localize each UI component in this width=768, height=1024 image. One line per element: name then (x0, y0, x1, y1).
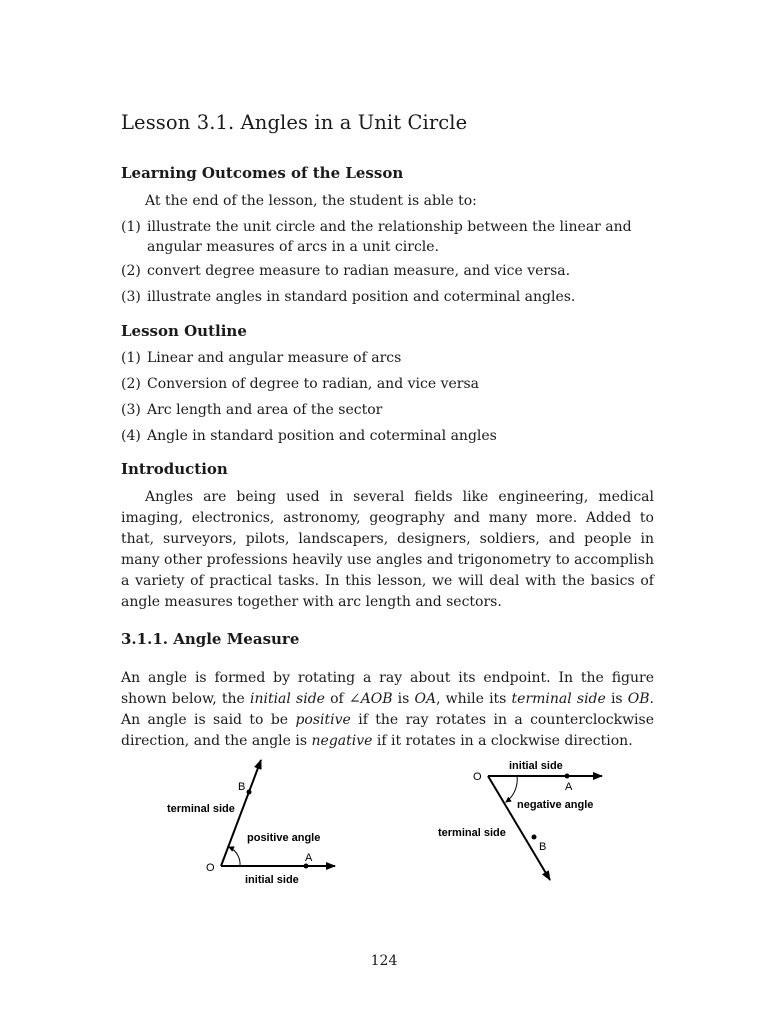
negative-angle-figure (438, 760, 602, 880)
angle-measure-paragraph (121, 668, 654, 752)
point-b-label: B (238, 781, 246, 793)
outline-item (121, 374, 661, 394)
outcome-text: convert degree measure to radian measure, and vice versa. (147, 263, 571, 279)
introduction-paragraph: Angles are being used in several fields like engineering, medical imaging, electronics, astronomy, geography and many more. Added to that, surveyors, pilots, landscapers, designers, soldiers, and people in many other professions heavily use angles and trigonometry to accomplish a variety of practical tasks. In this lesson, we will deal with the basics of angle measures together with arc length and sectors. (121, 489, 654, 610)
outline-text: Conversion of degree to radian, and vice versa (147, 376, 479, 392)
negative-angle-label: negative angle (517, 799, 594, 811)
point-a-dot (304, 864, 309, 869)
positive-angle-arc (229, 847, 240, 866)
text-run: if the ray rotates in a counterclockwise direction, and the angle is (121, 712, 654, 749)
text-run: of (324, 691, 349, 707)
angle-symbol: ∠AOB (348, 691, 393, 707)
segment-oa: OA (414, 691, 437, 707)
outline-number: (4) (121, 428, 141, 444)
term-positive: positive (295, 712, 351, 728)
outline-number: (3) (121, 402, 141, 418)
outline-text: Angle in standard position and coterminal angles (147, 428, 497, 444)
outcomes-lead: At the end of the lesson, the student is able to: (145, 193, 477, 209)
text-run: , while its (436, 691, 512, 707)
outcome-item (121, 261, 661, 281)
text-run: is (392, 691, 415, 707)
negative-angle-arc (506, 776, 517, 802)
outline-item (121, 426, 661, 446)
text-run: is (605, 691, 628, 707)
terminal-side-label: terminal side (167, 803, 235, 815)
point-b-label: B (539, 841, 547, 853)
outline-text: Arc length and area of the sector (147, 402, 383, 418)
point-a-label: A (565, 781, 573, 793)
outline-text: Linear and angular measure of arcs (147, 350, 402, 366)
term-terminal-side: terminal side (511, 691, 606, 707)
terminal-side-label: terminal side (438, 827, 506, 839)
outcome-item (121, 217, 661, 257)
outline-item (121, 400, 661, 420)
outcome-item (121, 287, 661, 307)
point-o-label: O (473, 771, 482, 783)
initial-side-label: initial side (509, 760, 563, 772)
outline-item (121, 348, 661, 368)
outline-number: (1) (121, 350, 141, 366)
segment-ob: OB (627, 691, 650, 707)
outcome-number: (1) (121, 219, 141, 235)
outline-number: (2) (121, 376, 141, 392)
positive-angle-figure (167, 760, 335, 886)
initial-side-label: initial side (245, 874, 299, 886)
text-run: . An angle is said to be (121, 691, 654, 728)
outline-heading: Lesson Outline (121, 322, 247, 340)
outcome-text: illustrate the unit circle and the relationship between the linear and angular measures of arcs in a unit circle. (147, 219, 632, 255)
outcome-number: (3) (121, 289, 141, 305)
point-b-dot (247, 790, 252, 795)
term-negative: negative (311, 733, 373, 749)
outcome-number: (2) (121, 263, 141, 279)
lesson-title: Lesson 3.1. Angles in a Unit Circle (121, 111, 468, 134)
positive-angle-label: positive angle (247, 832, 321, 844)
point-b-dot (532, 835, 537, 840)
outcome-text: illustrate angles in standard position and coterminal angles. (147, 289, 576, 305)
point-a-dot (565, 774, 570, 779)
point-a-label: A (305, 852, 313, 864)
angle-figures (0, 750, 768, 900)
introduction-heading: Introduction (121, 460, 228, 478)
angle-measure-heading: 3.1.1. Angle Measure (121, 630, 300, 648)
term-initial-side: initial side (249, 691, 325, 707)
page-number: 124 (370, 953, 398, 969)
text-run: if it rotates in a clockwise direction. (372, 733, 633, 749)
point-o-label: O (206, 862, 215, 874)
outcomes-heading: Learning Outcomes of the Lesson (121, 164, 404, 182)
text-run: An angle is formed by rotating a ray about its endpoint. In the figure shown below, the (121, 670, 654, 707)
